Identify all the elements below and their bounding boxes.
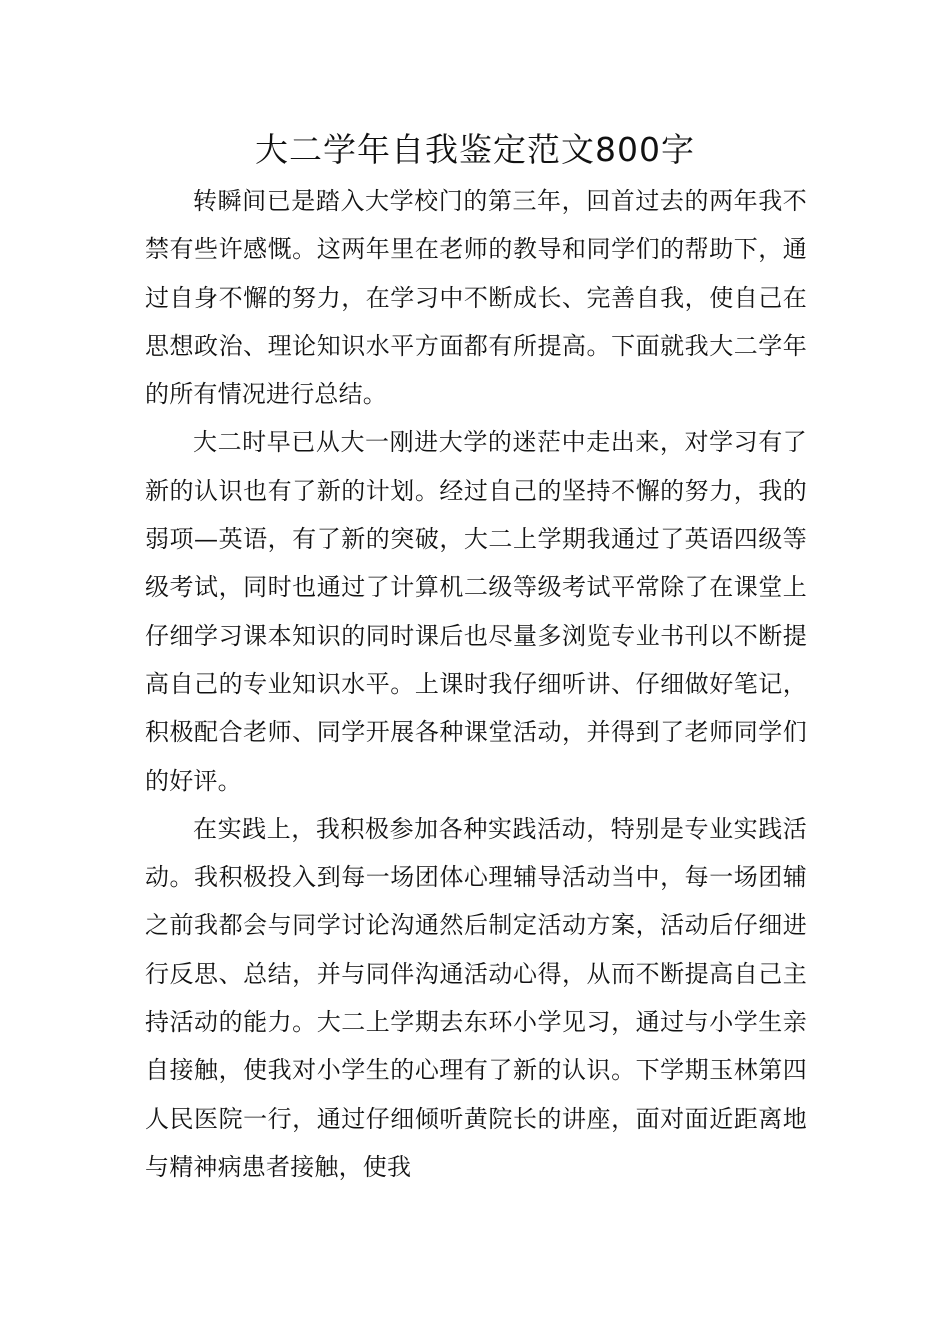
paragraph: 转瞬间已是踏入大学校门的第三年，回首过去的两年我不禁有些许感慨。这两年里在老师的教导和同学们的帮助下，通过自身不懈的努力，在学习中不断成长、完善自我，使自己在思想政治、理论知识水平方面都有所提高。下面就我大二学年的所有情况进行总结。 (145, 187, 807, 409)
document-title: 大二学年自我鉴定范文800字 (255, 130, 695, 169)
paragraph: 大二时早已从大一刚进大学的迷茫中走出来，对学习有了新的认识也有了新的计划。经过自己的坚持不懈的努力，我的弱项—英语，有了新的突破，大二上学期我通过了英语四级等级考试，同时也通过了计算机二级等级考试平常除了在课堂上仔细学习课本知识的同时课后也尽量多浏览专业书刊以不断提高自己的专业知识水平。上课时我仔细听讲、仔细做好笔记，积极配合老师、同学开展各种课堂活动，并得到了老师同学们的好评。 (145, 428, 807, 795)
document-body (145, 177, 807, 1191)
paragraph: 在实践上，我积极参加各种实践活动，特别是专业实践活动。我积极投入到每一场团体心理辅导活动当中，每一场团辅之前我都会与同学讨论沟通然后制定活动方案，活动后仔细进行反思、总结，并与同伴沟通活动心得，从而不断提高自己主持活动的能力。大二上学期去东环小学见习，通过与小学生亲自接触，使我对小学生的心理有了新的认识。下学期玉林第四人民医院一行，通过仔细倾听黄院长的讲座，面对面近距离地与精神病患者接触，使我 (145, 814, 807, 1181)
